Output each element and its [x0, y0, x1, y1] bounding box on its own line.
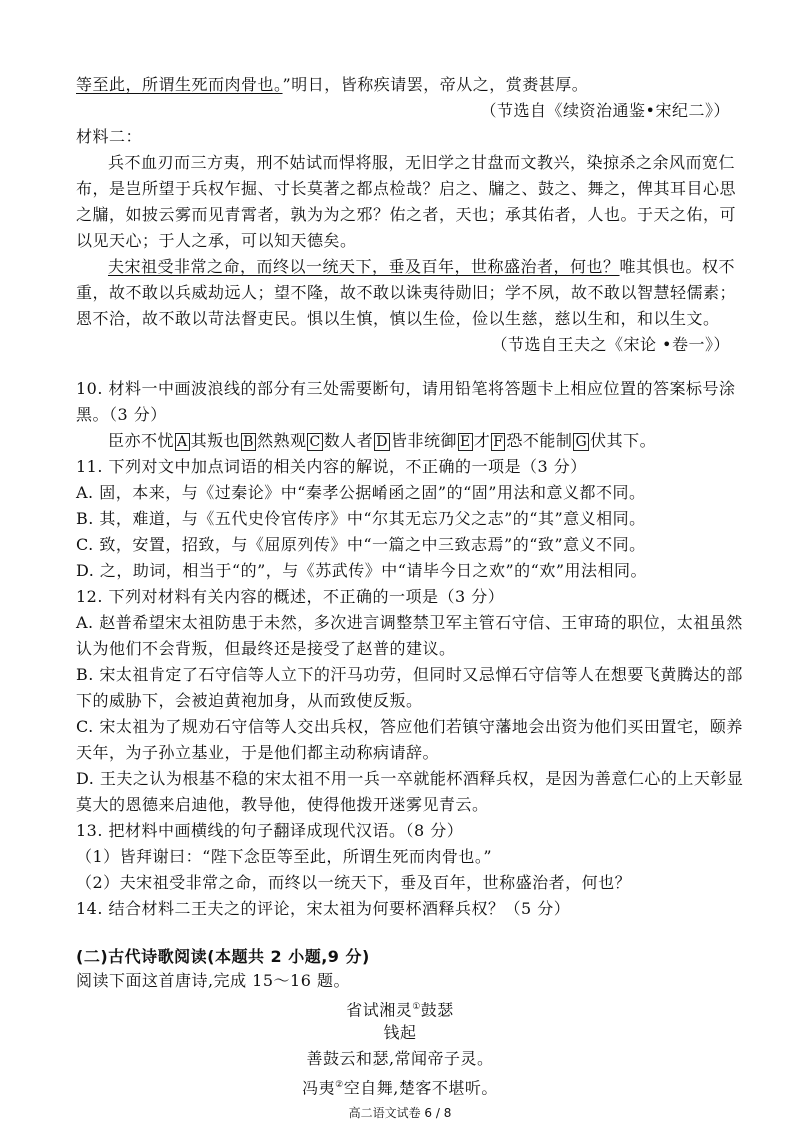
option-b: B. 其，难道，与《五代史伶官传序》中“尔其无忘乃父之志”的“其”意义相同。 [76, 509, 646, 528]
option-a-cont: 认为他们不会背叛，但最终还是接受了赵普的建议。 [76, 639, 456, 658]
line-top: 等至此，所谓生死而肉骨也。”明日，皆称疾请罢，帝从之，赏赉甚厚。 [76, 75, 589, 94]
section-title: (二)古代诗歌阅读(本题共 2 小题,9 分) [76, 947, 370, 966]
footnote-marker: ① [412, 1002, 421, 1012]
option-b: B. 宋太祖肯定了石守信等人立下的汗马功劳，但同时又忌惮石守信等人在想要飞黄腾达的部 [76, 665, 743, 684]
option-a: A. 赵普希望宋太祖防患于未然，多次进言调整禁卫军主管石守信、王审琦的职位，太祖虽然 [76, 613, 743, 632]
answer-box-a[interactable]: A [177, 434, 188, 450]
answer-box-g[interactable]: G [575, 434, 588, 450]
question-14: 14. 结合材料二王夫之的评论，宋太祖为何要杯酒释兵权？（5 分） [76, 899, 571, 918]
option-d: D. 之，助词，相当于“的”，与《苏武传》中“请毕今日之欢”的“欢”用法相同。 [76, 561, 648, 580]
question-10-cont: 黑。（3 分） [76, 405, 167, 424]
segmentation-line: 臣亦不忧 A 其叛也 B 然熟观 C 数人者 D 皆非统御 E 才 F 恐不能制 G 伏其下。 [108, 431, 657, 450]
underlined-sentence: 等至此，所谓生死而肉骨也。 [76, 75, 283, 94]
answer-box-c[interactable]: C [309, 434, 321, 450]
underlined-sentence: 夫宋祖受非常之命，而终以一统天下，垂及百年，世称盛治者，何也？ [108, 257, 620, 276]
question-12: 12. 下列对材料有关内容的概述，不正确的一项是（3 分） [76, 587, 505, 606]
section-intro: 阅读下面这首唐诗,完成 15～16 题。 [76, 971, 350, 990]
question-11: 11. 下列对文中加点词语的相关内容的解说，不正确的一项是（3 分） [76, 457, 587, 476]
question-13-part1: （1）皆拜谢曰：“陛下念臣等至此，所谓生死而肉骨也。” [76, 847, 493, 866]
poem-title: 省试湘灵①鼓瑟 [346, 1000, 454, 1020]
poem-line: 善鼓云和瑟,常闻帝子灵。 [306, 1049, 494, 1068]
option-b-cont: 下的威胁下，会被迫黄袍加身，从而致使反叛。 [76, 691, 423, 710]
source-note-2: （节选自王夫之《宋论 •卷一》） [491, 335, 730, 354]
option-a: A. 固，本来，与《过秦论》中“秦孝公据崤函之固”的“固”用法和意义都不同。 [76, 483, 646, 502]
option-d: D. 王夫之认为根基不稳的宋太祖不用一兵一卒就能杯酒释兵权，是因为善意仁心的上天彰显 [76, 769, 744, 788]
answer-box-d[interactable]: D [376, 434, 388, 450]
answer-box-e[interactable]: E [459, 434, 471, 450]
page-footer: 高二语文试卷 6 / 8 [348, 1106, 452, 1120]
source-note-1: （节选自《续资治通鉴•宋纪二》） [480, 101, 730, 120]
answer-box-f[interactable]: F [493, 434, 504, 450]
material2-line: 之牖，如披云雾而见青霄者，孰为为之邪？佑之者，天也；承其佑者，人也。于天之佑，可 [76, 205, 737, 224]
question-10: 10. 材料一中画波浪线的部分有三处需要断句，请用铅笔将答题卡上相应位置的答案标号涂 [76, 379, 736, 398]
material2-line: 恩不洽，故不敢以苛法督吏民。惧以生慎，慎以生俭，俭以生慈，慈以生和，和以生文。 [76, 309, 720, 328]
material2-line: 以见天心；于人之承，可以知天德矣。 [76, 231, 357, 250]
poem-line: 冯夷②空自舞,楚客不堪听。 [302, 1078, 498, 1098]
question-13-part2: （2）夫宋祖受非常之命，而终以一统天下，垂及百年，世称盛治者，何也？ [76, 873, 632, 892]
material2-line: 夫宋祖受非常之命，而终以一统天下，垂及百年，世称盛治者，何也？唯其惧也。权不 [108, 257, 736, 276]
material2-line: 兵不血刃而三方夷，刑不姑试而悍将服，无旧学之甘盘而文教兴，染掠杀之余风而宽仁 [108, 153, 736, 172]
footnote-marker: ② [335, 1080, 344, 1090]
poem-author: 钱起 [383, 1023, 417, 1042]
option-c-cont: 天年，为子孙立基业，于是他们都主动称病请辞。 [76, 743, 440, 762]
material2-label: 材料二： [76, 127, 143, 146]
answer-box-b[interactable]: B [243, 434, 254, 450]
question-13: 13. 把材料中画横线的句子翻译成现代汉语。（8 分） [76, 821, 464, 840]
option-c: C. 致，安置，招致，与《屈原列传》中“一篇之中三致志焉”的“致”意义不同。 [76, 535, 646, 554]
option-d-cont: 莫大的恩德来启迪他，教导他，使得他拨开迷雾见青云。 [76, 795, 489, 814]
material2-line: 布，是岂所望于兵权乍掘、寸长莫著之都点检哉？启之、牖之、鼓之、舞之，俾其耳目心思 [76, 179, 737, 198]
option-c: C. 宋太祖为了规劝石守信等人交出兵权，答应他们若镇守藩地会出资为他们买田置宅，颐养 [76, 717, 743, 736]
material2-line: 重，故不敢以兵威劫远人；望不隆，故不敢以诛夷待勋旧；学不夙，故不敢以智慧轻儒素； [76, 283, 737, 302]
